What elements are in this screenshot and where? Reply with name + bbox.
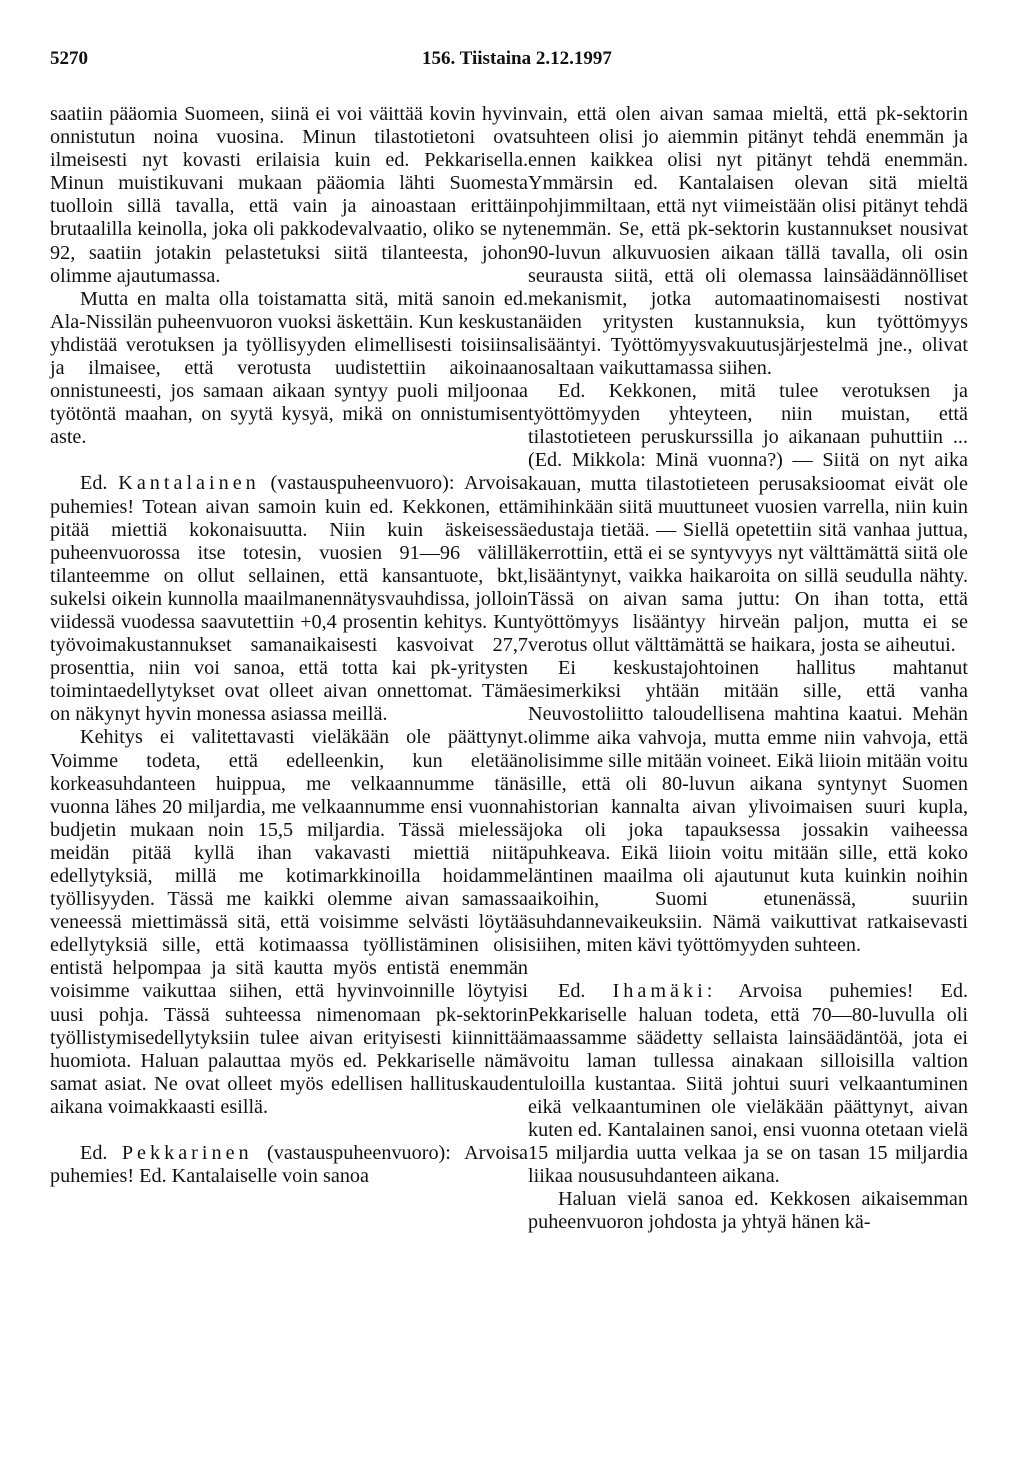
- speech-kantalainen: [50, 472, 528, 726]
- page-number: 5270: [50, 48, 88, 69]
- right-column: [528, 103, 968, 1235]
- speech-prefix: Ed.: [558, 980, 586, 1003]
- paragraph: saatiin pääomia Suomeen, siinä ei voi väittää kovin hyvin onnistutun noina vuosina. Minun tilastotietoni ovat ilmeisesti nyt kovasti erilaisia kuin ed. Pekkarisella. Minun muistikuvani mukaan pääomia lähti Suomesta tuolloin sillä tavalla, että vain ja ainoastaan erittäin brutaalilla keinolla, joka oli pakkodevalvaatio, oliko se nyt 92, saatiin jotakin pelastetuksi siitä tilanteesta, johon olimme ajautumassa.: [50, 103, 528, 287]
- paragraph: vain, että olen aivan samaa mieltä, että pk-sektorin suhteen olisi jo aiemmin pitänyt tehdä enemmän ja ennen kaikkea olisi nyt pitänyt tehdä enemmän. Ymmärsin ed. Kantalaisen olevan sitä mieltä pohjimmiltaan, että nyt viimeistään olisi pitänyt tehdä enemmän. Se, että pk-sektorin kustannukset nousivat 90-luvun alkuvuosien aikaan tällä tavalla, oli osin seurausta siitä, että oli olemassa lainsäädännölliset mekanismit, jotka automaatinomaisesti nostivat näiden yritysten kustannuksia, kun työttömyys lisääntyi. Työttömyysvakuutusjärjestelmä jne., olivat osaltaan vaikuttamassa siihen.: [528, 103, 968, 380]
- paragraph: Kehitys ei valitettavasti vieläkään ole päättynyt. Voimme todeta, että edelleenkin, kun eletään korkeasuhdanteen huippua, me velkaannumme tänä vuonna lähes 20 miljardia, me velkaannumme ensi vuonna budjetin mukaan noin 15,5 miljardia. Tässä mielessä meidän pitää kyllä ihan vakavasti miettiä niitä edellytyksiä, millä me kotimarkkinoilla hoidamme työllisyyden. Tässä me kaikki olemme aivan samassa veneessä miettimässä sitä, että voisimme selvästi löytää edellytyksiä sille, että kotimaassa työllistäminen olisi entistä helpompaa ja sitä kautta myös entistä enemmän voisimme vaikuttaa siihen, että hyvinvoinnille löytyisi uusi pohja. Tässä suhteessa nimenomaan pk-sektorin työllistymisedellytyksiin tulee aivan erityisesti kiinnittää huomiota. Haluan palauttaa myös ed. Pekkariselle nämä samat asiat. Ne ovat olleet myös edellisen hallituskauden aikana voimakkaasti esillä.: [50, 726, 528, 1118]
- speaker-name: Ihamäki: [612, 980, 707, 1003]
- paragraph: Mutta en malta olla toistamatta sitä, mitä sanoin ed. Ala-Nissilän puheenvuoron vuoksi äskettäin. Kun keskusta yhdistää verotuksen ja työllisyyden elimellisesti toisiinsa ja ilmaisee, että verotusta uudistettiin aikoinaan onnistuneesti, jos samaan aikaan syntyy puoli miljoonaa työtöntä maahan, on syytä kysyä, mikä on onnistumisen aste.: [50, 287, 528, 449]
- paragraph: Ed. Kekkonen, mitä tulee verotuksen ja työttömyyden yhteyteen, niin muistan, että tilastotieteen peruskurssilla jo aikanaan puhuttiin ... (Ed. Mikkola: Minä vuonna?) — Siitä on nyt aika kauan, mutta tilastotieteen perusaksioomat eivät ole mihinkään siitä muuttuneet vuosien varrella, niin kuin edustaja tietää. — Siellä opetettiin sitä vanhaa juttua, kerrottiin, että ei se syntyvyys nyt välttämättä siitä ole lisääntynyt, vaikka haikaroita on sillä seudulla nähty. Tässä on aivan sama juttu: On ihan totta, että työttömyys lisääntyy hirveän paljon, mutta ei se verotus ollut välttämättä se haikara, josta se aiheutui.: [528, 380, 968, 657]
- speech-prefix: Ed.: [80, 1142, 108, 1165]
- paragraph: Haluan vielä sanoa ed. Kekkosen aikaisemman puheenvuoron johdosta ja yhtyä hänen kä-: [528, 1188, 968, 1234]
- speaker-name: Kantalainen: [118, 472, 260, 495]
- speech-pekkarinen: [50, 1142, 528, 1188]
- speech-ihamaki: [528, 980, 968, 1188]
- speaker-name: Pekkarinen: [121, 1142, 253, 1165]
- speech-text: (vastauspuheenvuoro): Arvoisa puhemies! Totean aivan samoin kuin ed. Kekkonen, että pitää miettiä kokonaisuutta. Niin kuin äskeisessä puheenvuorossa itse totesin, vuosien 91—96 välillä tilanteemme on ollut sellainen, että kansantuote, bkt, sukelsi oikein kunnolla maailmanennätysvauhdissa, jolloin viidessä vuodessa saavutettiin +0,4 prosentin kehitys. Kun työvoimakustannukset samanaikaisesti kasvoivat 27,7 prosenttia, niin voi sanoa, että totta kai pk-yritysten toimintaedellytykset ovat olleet aivan onnettomat. Tämä on näkynyt hyvin monessa asiassa meillä.: [50, 472, 528, 726]
- left-column: [50, 103, 528, 1188]
- speech-prefix: Ed.: [80, 472, 108, 495]
- speech-text: : Arvoisa puhemies! Ed. Pekkariselle haluan todeta, että 70—80-luvulla oli maassamme säädetty sellaista lainsäädäntöä, jota ei voitu laman tullessa ainakaan silloisilla valtion tuloilla kustantaa. Siitä johtui suuri velkaantuminen eikä velkaantuminen ole vieläkään päättynyt, aivan kuten ed. Kantalainen sanoi, ensi vuonna otetaan vielä 15 miljardia uutta velkaa ja se on tasan 15 miljardia liikaa noususuhdanteen aikana.: [528, 980, 968, 1188]
- paragraph: Ei keskustajohtoinen hallitus mahtanut esimerkiksi yhtään mitään sille, että vanha Neuvostoliitto taloudellisena mahtina kaatui. Mehän olimme aika vahvoja, mutta emme niin vahvoja, että olisimme sille mitään voineet. Eikä liioin mitään voitu sille, että oli 80-luvun aikana syntynyt Suomen historian kannalta aivan ylivoimaisen suuri kupla, joka oli joka tapauksessa jossakin vaiheessa puhkeava. Eikä liioin voitu mitään sille, että koko läntinen maailma oli ajautunut kuta kuinkin noihin aikoihin, Suomi etunenässä, suuriin suhdannevaikeuksiin. Nämä vaikuttivat ratkaisevasti siihen, miten kävi työttömyyden suhteen.: [528, 657, 968, 957]
- page-header: [50, 48, 974, 78]
- running-head: 156. Tiistaina 2.12.1997: [422, 48, 612, 69]
- speech-text: (vastauspuheenvuoro): Arvoisa puhemies! Ed. Kantalaiselle voin sanoa: [50, 1142, 529, 1188]
